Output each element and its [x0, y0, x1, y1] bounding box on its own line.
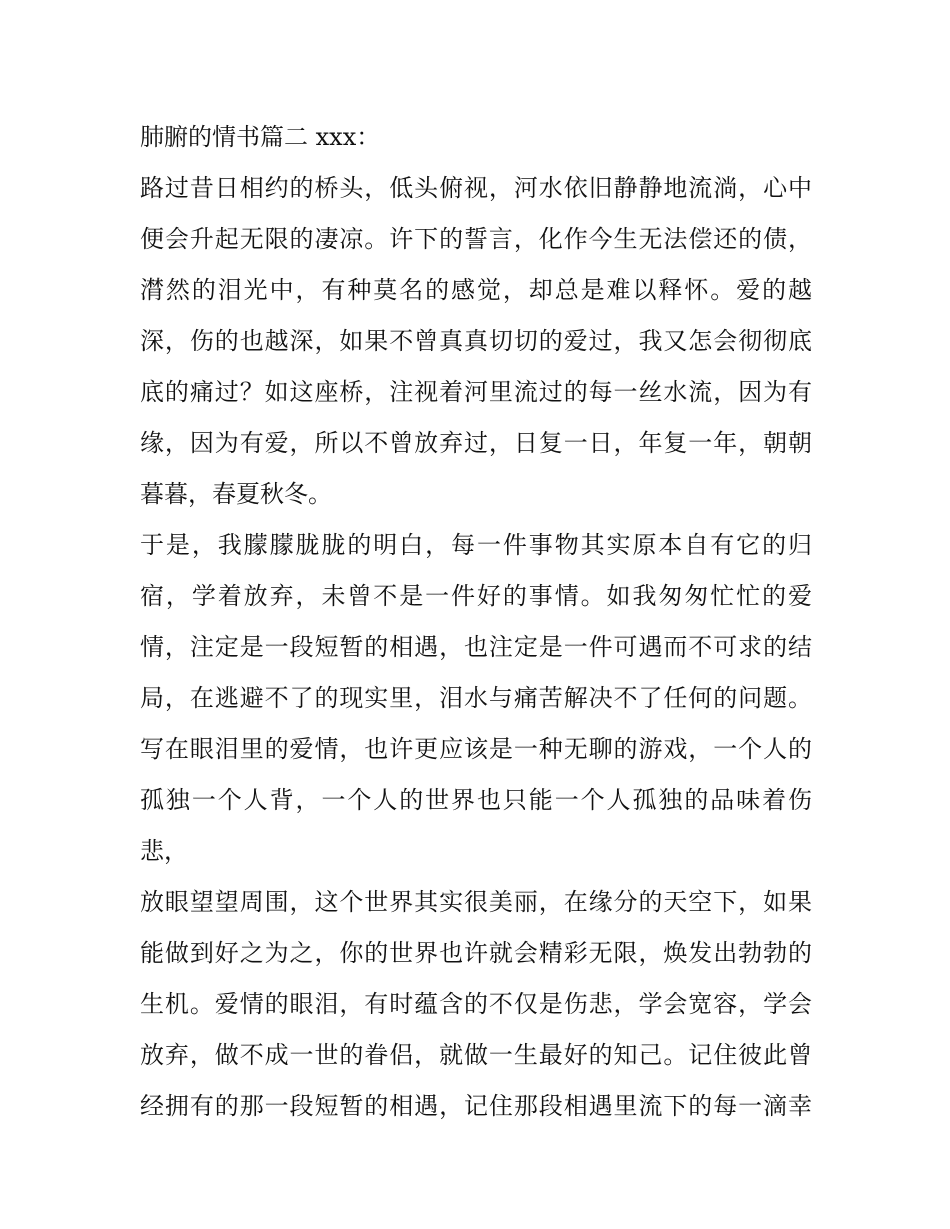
text-line: 底的痛过？如这座桥，注视着河里流过的每一丝水流，因为有: [140, 378, 812, 406]
text-line: 写在眼泪里的爱情，也许更应该是一种无聊的游戏，一个人的: [140, 735, 812, 763]
text-line: 路过昔日相约的桥头，低头俯视，河水依旧静静地流淌，心中: [140, 174, 812, 202]
text-line: 于是，我朦朦胧胧的明白，每一件事物其实原本自有它的归: [140, 531, 812, 559]
text-line: 经拥有的那一段短暂的相遇，记住那段相遇里流下的每一滴幸: [140, 1092, 812, 1120]
text-line: 缘，因为有爱，所以不曾放弃过，日复一日，年复一年，朝朝: [140, 429, 812, 457]
text-line: 潸然的泪光中，有种莫名的感觉，却总是难以释怀。爱的越: [140, 276, 812, 304]
text-line: 悲，: [140, 837, 188, 865]
text-line: 深，伤的也越深，如果不曾真真切切的爱过，我又怎会彻彻底: [140, 327, 812, 355]
text-line: 便会升起无限的凄凉。许下的誓言，化作今生无法偿还的债，: [140, 225, 812, 253]
text-line: 情，注定是一段短暂的相遇，也注定是一件可遇而不可求的结: [140, 633, 812, 661]
text-line: 暮暮，春夏秋冬。: [140, 480, 332, 508]
document-body: [140, 112, 812, 1132]
text-line: 能做到好之为之，你的世界也许就会精彩无限，焕发出勃勃的: [140, 939, 812, 967]
text-line: 局，在逃避不了的现实里，泪水与痛苦解决不了任何的问题。: [140, 684, 812, 712]
text-line: 放眼望望周围，这个世界其实很美丽，在缘分的天空下，如果: [140, 888, 812, 916]
text-line: 孤独一个人背，一个人的世界也只能一个人孤独的品味着伤: [140, 786, 812, 814]
text-line: 宿，学着放弃，未曾不是一件好的事情。如我匆匆忙忙的爱: [140, 582, 812, 610]
text-line: 生机。爱情的眼泪，有时蕴含的不仅是伤悲，学会宽容，学会: [140, 990, 812, 1018]
document-title: 肺腑的情书篇二 xxx：: [140, 123, 381, 151]
text-line: 放弃，做不成一世的眷侣，就做一生最好的知己。记住彼此曾: [140, 1041, 812, 1069]
